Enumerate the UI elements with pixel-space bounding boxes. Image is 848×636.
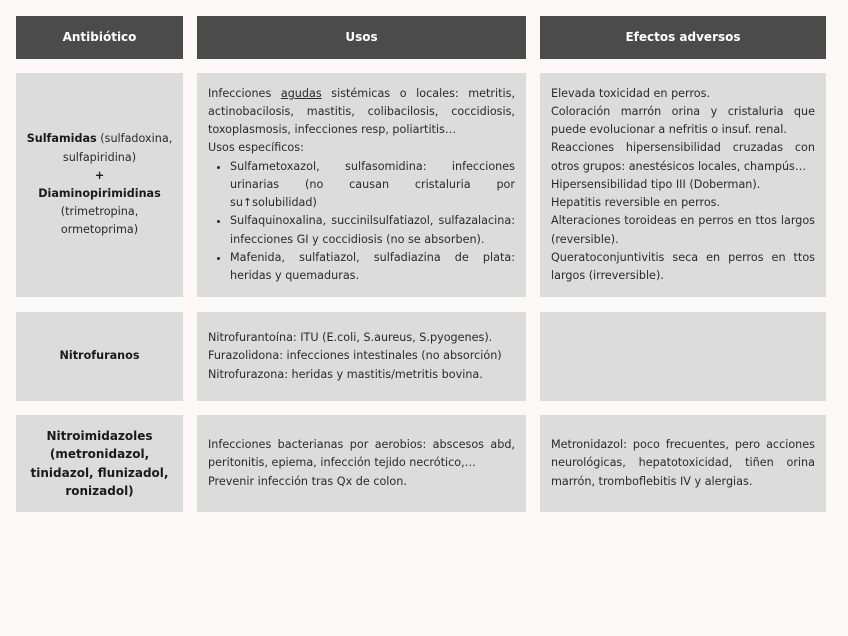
adverse-line: Reacciones hipersensibilidad cruzadas con otros grupos: anestésicos locales, champús…: [551, 141, 815, 173]
adverse-sulfamidas: [540, 73, 826, 297]
uses-line: Furazolidona: infecciones intestinales (no absorción): [208, 349, 502, 363]
antibiotic-examples-2: (trimetropina, ormetoprima): [60, 205, 139, 237]
list-item: • Sulfametoxazol, sulfasomidina: infecciones urinarias (no causan cristaluria por su↑solubilidad): [230, 158, 515, 213]
uses-intro: Infecciones agudas sistémicas o locales: metritis, actinobacilosis, mastitis, colibacilosis, coccidiosis, toxoplasmosis, infecciones resp, poliartitis…: [208, 86, 515, 137]
antibiotic-name: Nitroimidazoles: [46, 429, 153, 444]
antibiotic-sulfamidas: [16, 73, 183, 297]
arrow-up-icon: ↑: [242, 196, 253, 210]
adverse-nitrofuranos: [540, 312, 826, 401]
uses-sulfamidas: [197, 73, 526, 297]
list-item: • Sulfaquinoxalina, succinilsulfatiazol, sulfazalacina: infecciones GI y coccidiosis (no se absorben).: [230, 212, 515, 248]
underlined-word: agudas: [280, 86, 322, 100]
uses-line: Nitrofurantoína: ITU (E.coli, S.aureus, S.pyogenes).: [208, 331, 493, 345]
header-efectos-adversos: Efectos adversos: [540, 16, 826, 59]
uses-specific-list: [208, 158, 515, 285]
adverse-line: Metronidazol: poco frecuentes, pero acciones neurológicas, hepatotoxicidad, tiñen orina marrón, tromboflebitis IV y alergias.: [551, 438, 815, 488]
adverse-line: Alteraciones toroideas en perros en ttos largos (reversible).: [551, 214, 815, 246]
adverse-line: Hipersensibilidad tipo III (Doberman).: [551, 177, 761, 191]
antibiotic-nitroimidazoles: [16, 415, 183, 512]
antibiotic-name-2: Diaminopirimidinas: [38, 187, 161, 200]
adverse-line: Elevada toxicidad en perros.: [551, 86, 711, 100]
uses-line: Nitrofurazona: heridas y mastitis/metritis bovina.: [208, 367, 483, 381]
antibiotic-name: Sulfamidas: [26, 132, 97, 146]
antibiotic-nitrofuranos: [16, 312, 183, 401]
uses-line: Prevenir infección tras Qx de colon.: [208, 474, 407, 488]
header-usos: Usos: [197, 16, 526, 59]
adverse-nitroimidazoles: [540, 415, 826, 512]
antibiotic-name: Nitrofuranos: [59, 349, 140, 363]
uses-specific-label: Usos específicos:: [208, 141, 304, 155]
plus-sign: +: [94, 168, 105, 182]
adverse-line: Coloración marrón orina y cristaluria que puede evolucionar a nefritis o insuf. renal.: [551, 105, 815, 137]
list-item: • Mafenida, sulfatiazol, sulfadiazina de plata: heridas y quemaduras.: [230, 249, 515, 285]
adverse-line: Hepatitis reversible en perros.: [551, 196, 721, 210]
antibiotic-name-line: [24, 130, 175, 166]
header-antibiotico: Antibiótico: [16, 16, 183, 59]
uses-line: Infecciones bacterianas por aerobios: abscesos abd, peritonitis, epiema, infección tejido necrótico,…: [208, 438, 515, 470]
uses-nitroimidazoles: [197, 415, 526, 512]
antibiotic-examples: (sulfadoxina, sulfapiridina): [62, 132, 173, 164]
antibiotic-examples: (metronidazol, tinidazol, flunizadol, ronizadol): [30, 447, 169, 498]
adverse-line: Queratoconjuntivitis seca en perros en ttos largos (irreversible).: [551, 250, 815, 282]
uses-nitrofuranos: [197, 312, 526, 401]
